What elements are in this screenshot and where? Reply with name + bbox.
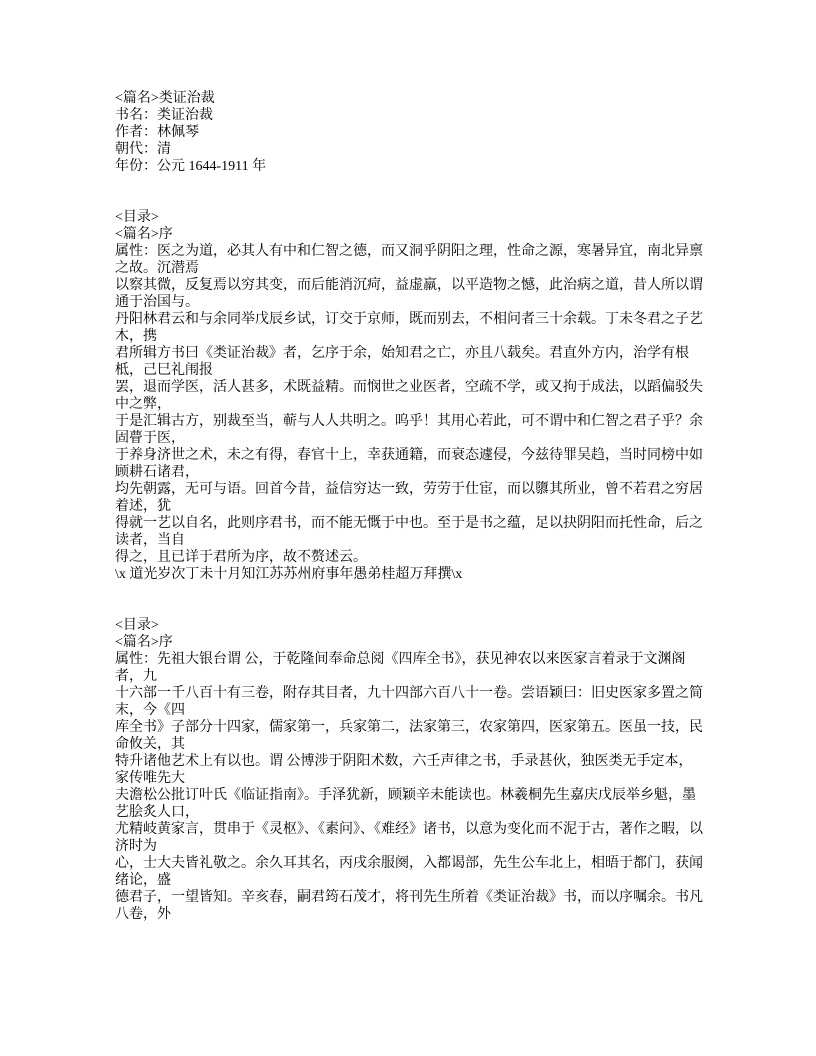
author-line: 作者：林佩琴 [115,125,199,140]
book-name-line: 书名：类证治裁 [115,108,213,123]
body-text-line: 库全书》子部分十四家，儒家第一，兵家第二，法家第三，农家第四，医家第五。医虽一技，民命攸关，其 [115,720,703,752]
body-text-line: 于养身济世之术，未之有得，春官十上，幸获通籍，而衰态遽侵，今兹待罪吴趋，当时同榜中如顾耕石诸君， [115,448,703,480]
body-text-line: 于是汇辑古方，别裁至当，蕲与人人共明之。呜乎！其用心若此，可不谓中和仁智之君子乎？余固瞢于医， [115,414,703,446]
body-text-line: 丹阳林君云和与余同举戊辰乡试，订交于京师，既而别去，不相问者三十余载。丁未冬君之子艺木，携 [115,312,703,344]
body-text-line: 夫澹松公批订叶氏《临证指南》。手泽犹新，顾颖辛未能读也。林羲桐先生嘉庆戊辰举乡魁，墨艺脍炙人口， [115,788,696,820]
body-text-line: 以察其微，反复焉以穷其变，而后能消沉疴，益虚羸，以平造物之憾，此治病之道，昔人所以谓通于治国与。 [115,278,703,310]
book-title-marker-line: <篇名>类证治裁 [115,91,215,106]
dynasty-line: 朝代：清 [115,142,171,157]
body-text-line: 尤精岐黄家言，贯串于《灵枢》、《素问》、《难经》诸书，以意为变化而不泥于古，著作之暇，以济时为 [115,822,703,854]
body-text-line: 得就一艺以自名，此则序君书，而不能无慨于中也。至于是书之蕴，足以抉阴阳而托性命，后之读者，当自 [115,516,703,548]
body-text-line: 罢，退而学医，活人甚多，术既益精。而悯世之业医者，空疏不学，或又拘于成法，以蹈偏驳失中之弊， [115,380,703,412]
body-text-line: 君所辑方书曰《类证治裁》者，乞序于余，始知君之亡，亦且八载矣。君直外方内，治学有根柢，己巳礼闱报 [115,346,689,378]
body-text-line: 属性：医之为道，必其人有中和仁智之德，而又洞乎阴阳之理，性命之源，寒暑异宜，南北异禀之故。沉潜焉 [115,244,703,276]
toc-marker-line: <目录> [115,618,159,633]
body-text-line: 心，士大夫皆礼敬之。余久耳其名，丙戌余服阕，入都谒部，先生公车北上，相晤于都门，获闻绪论，盛 [115,856,703,888]
preface-section [115,617,703,923]
year-line: 年份：公元 1644-1911 年 [115,159,267,174]
document-header-block [115,90,703,175]
body-text-line: 属性：先祖大银台谓 公，于乾隆间奉命总阅《四库全书》，获见神农以来医家言着录于文渊阁者，九 [115,652,686,684]
body-text-line: 均先朝露，无可与语。回首今昔，益信穷达一致，劳劳于仕宦，而以隳其所业，曾不若君之穷居着述，犹 [115,482,703,514]
body-text-line: 特升诸他艺术上有以也。谓 公博涉于阴阳术数，六壬声律之书，手录甚伙，独医类无手定本，家传唯先大 [115,754,693,786]
body-text-line: 十六部一千八百十有三卷，附存其目者，九十四部六百八十一卷。尝语颖曰：旧史医家多置之简末，今《四 [115,686,703,718]
body-text-line: 德君子，一望皆知。辛亥春，嗣君筠石茂才，将刊先生所着《类证治裁》书，而以序嘱余。书凡八卷，外 [115,890,703,922]
section-title-marker-line: <篇名>序 [115,635,173,650]
body-text-line: 得之，且已详于君所为序，故不赘述云。 [115,550,367,565]
section-title-marker-line: <篇名>序 [115,227,173,242]
preface-section [115,209,703,583]
document-text [115,90,703,923]
toc-marker-line: <目录> [115,210,159,225]
signature-line: \x 道光岁次丁未十月知江苏苏州府事年愚弟桂超万拜撰\x [115,567,463,582]
